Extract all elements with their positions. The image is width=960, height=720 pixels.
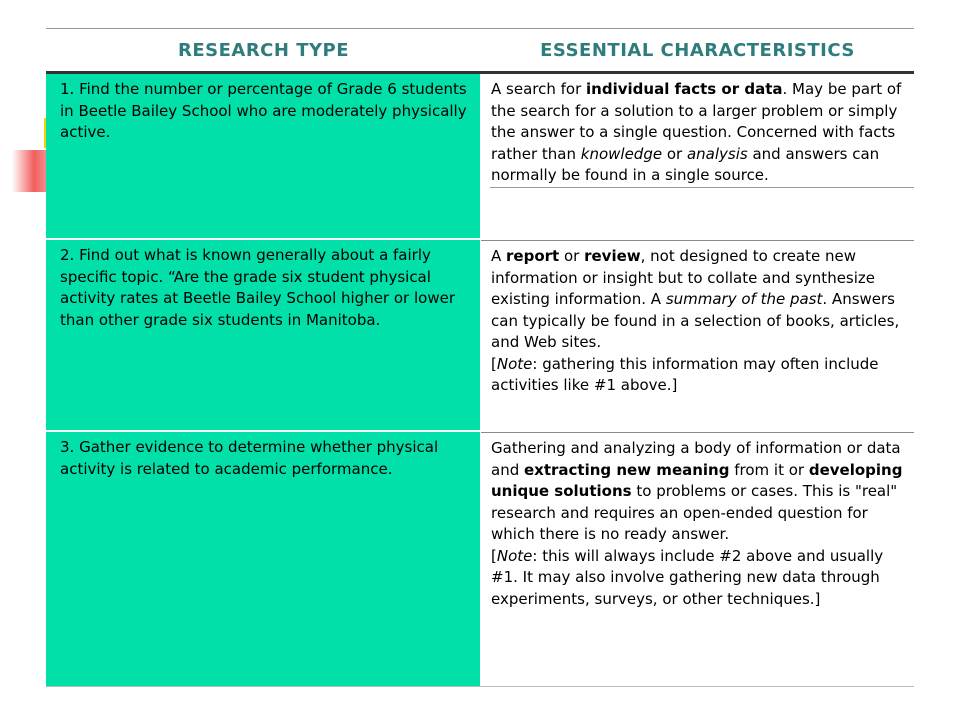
characteristics-cell	[481, 240, 914, 430]
characteristics-cell	[481, 74, 914, 238]
table-row	[46, 430, 914, 686]
research-types-table	[46, 28, 914, 687]
research-type-text: 3. Gather evidence to determine whether physical activity is related to academic performance.	[60, 438, 439, 478]
characteristics-cell	[481, 432, 914, 686]
characteristics-text: A report or review, not designed to create new information or insight but to collate and synthesize existing information. A summary of the past. Answers can typically be found in a selection of books, articles, and Web sites. [Note: gathering this information may often include activities like #1 above.]	[491, 247, 900, 394]
research-type-cell	[46, 74, 481, 238]
characteristics-text: Gathering and analyzing a body of information or data and extracting new meaning from it or developing unique solutions to problems or cases. This is "real" research and requires an open-ended question for which there is no ready answer. [Note: this will always include #2 above and usually #1. It may also involve gathering new data through experiments, surveys, or other techniques.]	[491, 439, 903, 608]
research-type-text: 1. Find the number or percentage of Grade 6 students in Beetle Bailey School who are moderately physically active.	[60, 80, 467, 141]
research-type-cell	[46, 432, 481, 686]
table-header-row	[46, 29, 914, 74]
divider-line	[490, 187, 914, 188]
characteristics-text: A search for individual facts or data. May be part of the search for a solution to a larger problem or simply the answer to a single question. Concerned with facts rather than knowledge or analysis and answers can normally be found in a single source.	[491, 80, 902, 184]
table-row	[46, 74, 914, 238]
header-essential-characteristics: ESSENTIAL CHARACTERISTICS	[540, 39, 855, 61]
table-row	[46, 238, 914, 430]
research-type-text: 2. Find out what is known generally about a fairly specific topic. “Are the grade six student physical activity rates at Beetle Bailey School higher or lower than other grade six students in Manitoba.	[60, 246, 455, 329]
research-type-cell	[46, 240, 481, 430]
header-research-type: RESEARCH TYPE	[177, 39, 350, 61]
